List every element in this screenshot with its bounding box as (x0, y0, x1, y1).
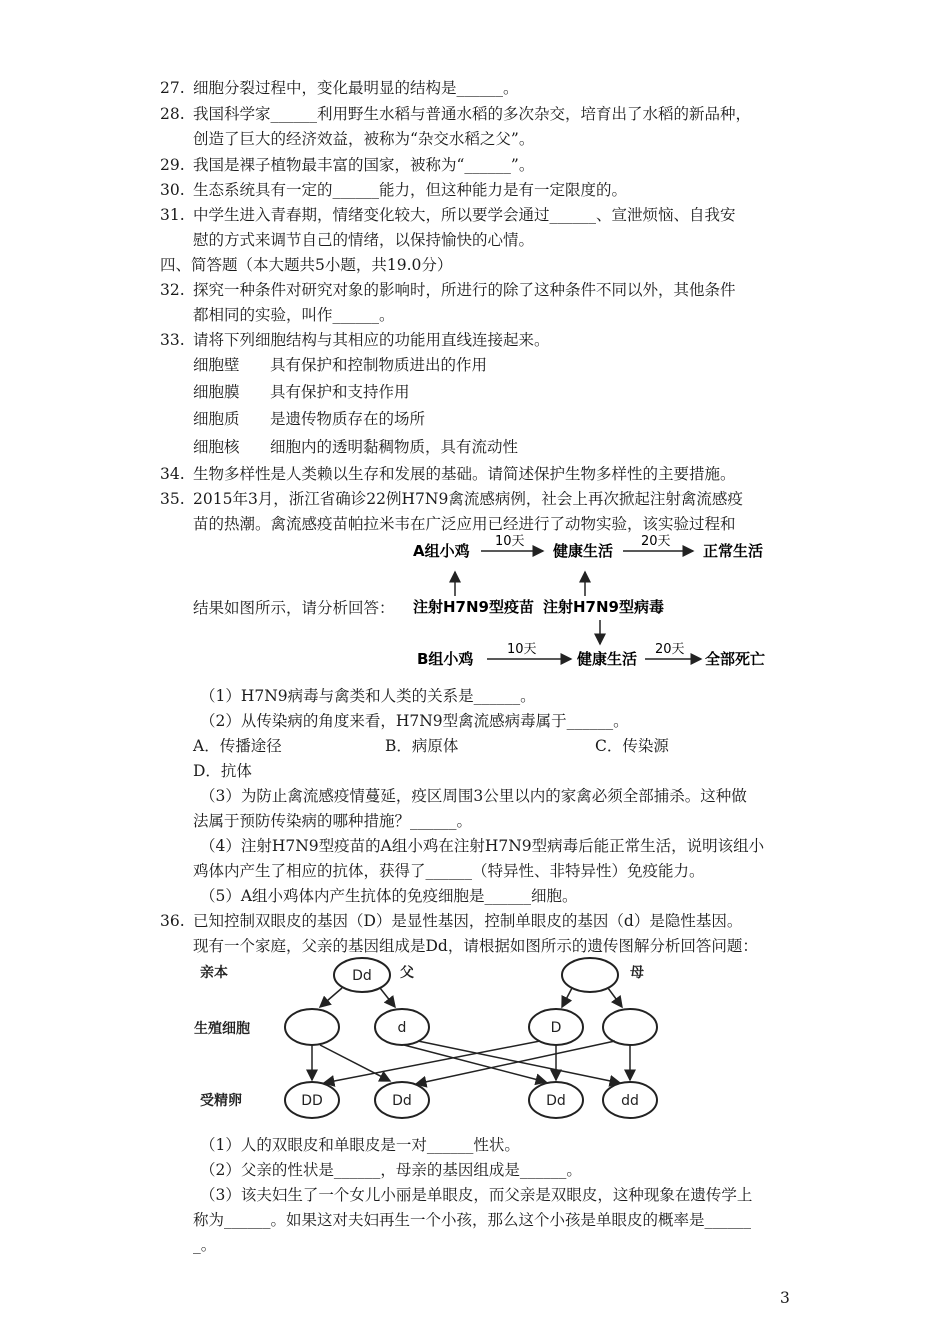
mother-gamete-blank (603, 1009, 657, 1045)
q33-function-3: 是遗传物质存在的场所 (270, 410, 426, 428)
q27-text: 细胞分裂过程中，变化最明显的结构是______。 (193, 79, 519, 97)
q33-function-2: 具有保护和支持作用 (270, 383, 410, 401)
mother-label: 母 (630, 965, 644, 981)
b-20days-label: 20天 (655, 642, 685, 657)
father-genotype: Dd (352, 968, 372, 984)
q33-function-4: 细胞内的透明黏稠物质，具有流动性 (270, 438, 519, 456)
q32-text-line2: 都相同的实验，叫作______。 (193, 306, 395, 324)
q36-text-line1: 已知控制双眼皮的基因（D）是显性基因，控制单眼皮的基因（d）是隐性基因。 (193, 912, 743, 930)
a-group-label: A组小鸡 (413, 542, 470, 560)
q33-structure-4: 细胞核 (193, 438, 240, 456)
q33-structure-1: 细胞壁 (193, 356, 240, 374)
a-normal-label: 正常生活 (703, 542, 764, 560)
q35-experiment-diagram (395, 530, 795, 678)
cross-line-2 (320, 1045, 390, 1081)
q28-text-line2: 创造了巨大的经济效益，被称为“杂交水稻之父”。 (193, 130, 535, 148)
page-number: 3 (780, 1289, 790, 1307)
a-10days-label: 10天 (495, 534, 525, 549)
a-healthy-label: 健康生活 (553, 542, 614, 560)
q35-sub4-line1: （4）注射H7N9型疫苗的A组小鸡在注射H7N9型病毒后能正常生活，说明该组小 (200, 837, 765, 855)
q35-number: 35. (160, 490, 185, 508)
q34-text: 生物多样性是人类赖以生存和发展的基础。请简述保护生物多样性的主要措施。 (193, 465, 736, 483)
father-gamete-text: d (397, 1020, 407, 1036)
gametes-label: 生殖细胞 (194, 1021, 250, 1037)
q33-number: 33. (160, 331, 185, 349)
mother-gamete-text: D (550, 1020, 562, 1036)
mother-to-gamete2 (608, 988, 622, 1007)
offspring-3: Dd (546, 1093, 566, 1109)
q36-sub3-line2: 称为______。如果这对夫妇再生一个小孩，那么这个小孩是单眼皮的概率是______ (193, 1211, 752, 1229)
q29-number: 29. (160, 156, 185, 174)
q35-text-line2: 苗的热潮。禽流感疫苗帕拉米韦在广泛应用已经进行了动物实验，该实验过程和 (193, 515, 736, 533)
q35-sub5: （5）A组小鸡体内产生抗体的免疫细胞是______细胞。 (200, 887, 578, 905)
q30-text: 生态系统具有一定的______能力，但这种能力是有一定限度的。 (193, 181, 628, 199)
q35-sub3-line2: 法属于预防传染病的哪种措施？______。 (193, 812, 473, 830)
q35-text-line3: 结果如图所示，请分析回答： (193, 599, 395, 617)
q35-sub4-line2: 鸡体内产生了相应的抗体，获得了______（特异性、非特异性）免疫能力。 (193, 862, 705, 880)
q35-option-a: A．传播途径 (193, 737, 282, 755)
zygotes-label: 受精卵 (200, 1093, 242, 1109)
cross-line-5 (324, 1041, 540, 1083)
q32-number: 32. (160, 281, 185, 299)
q33-function-1: 具有保护和控制物质进出的作用 (270, 356, 488, 374)
q35-option-b: B．病原体 (385, 737, 459, 755)
b-dead-label: 全部死亡 (705, 650, 766, 668)
q33-structure-3: 细胞质 (193, 410, 240, 428)
b-healthy-label: 健康生活 (577, 650, 638, 668)
b-10days-label: 10天 (507, 642, 537, 657)
q33-text: 请将下列细胞结构与其相应的功能用直线连接起来。 (193, 331, 550, 349)
offspring-2: Dd (392, 1093, 412, 1109)
q36-inheritance-diagram (190, 955, 670, 1127)
q31-number: 31. (160, 206, 185, 224)
q29-text: 我国是裸子植物最丰富的国家，被称为“______”。 (193, 156, 535, 174)
father-label: 父 (400, 965, 414, 981)
virus-label: 注射H7N9型病毒 (543, 598, 664, 616)
q34-number: 34. (160, 465, 185, 483)
q35-text-line1: 2015年3月，浙江省确诊22例H7N9禽流感病例，社会上再次掀起注射禽流感疫 (193, 490, 743, 508)
q30-number: 30. (160, 181, 185, 199)
q35-sub1: （1）H7N9病毒与禽类和人类的关系是______。 (200, 687, 536, 705)
section-heading: 四、简答题（本大题共5小题，共19.0分） (160, 256, 453, 274)
father-to-gamete2 (380, 988, 395, 1007)
parents-label: 亲本 (200, 965, 228, 981)
q35-sub2: （2）从传染病的角度来看，H7N9型禽流感病毒属于______。 (200, 712, 629, 730)
father-to-gamete1 (320, 988, 342, 1007)
q36-sub3-line1: （3）该夫妇生了一个女儿小丽是单眼皮，而父亲是双眼皮，这种现象在遗传学上 (200, 1186, 753, 1204)
q33-structure-2: 细胞膜 (193, 383, 240, 401)
q36-sub2: （2）父亲的性状是______，母亲的基因组成是______。 (200, 1161, 582, 1179)
q36-sub3-line3: _。 (193, 1236, 217, 1254)
q32-text-line1: 探究一种条件对研究对象的影响时，所进行的除了这种条件不同以外，其他条件 (193, 281, 736, 299)
a-20days-label: 20天 (641, 534, 671, 549)
q28-text-line1: 我国科学家______利用野生水稻与普通水稻的多次杂交，培育出了水稻的新品种， (193, 105, 752, 123)
q31-text-line1: 中学生进入青春期，情绪变化较大，所以要学会通过______、宣泄烦恼、自我安 (193, 206, 736, 224)
q36-text-line2: 现有一个家庭，父亲的基因组成是Dd，请根据如图所示的遗传图解分析回答问题： (193, 937, 758, 955)
q35-sub3-line1: （3）为防止禽流感疫情蔓延，疫区周围3公里以内的家禽必须全部捕杀。这种做 (200, 787, 747, 805)
offspring-4: dd (621, 1093, 639, 1109)
q35-option-c: C．传染源 (595, 737, 669, 755)
q35-option-d: D．抗体 (193, 762, 252, 780)
q31-text-line2: 慰的方式来调节自己的情绪，以保持愉快的心情。 (193, 231, 535, 249)
q28-number: 28. (160, 105, 185, 123)
q27-number: 27. (160, 79, 185, 97)
mother-to-gamete1 (562, 988, 572, 1007)
mother-cell (562, 958, 618, 992)
vaccine-label: 注射H7N9型疫苗 (413, 598, 534, 616)
offspring-1: DD (301, 1093, 323, 1109)
q36-sub1: （1）人的双眼皮和单眼皮是一对______性状。 (200, 1136, 520, 1154)
father-gamete-blank (285, 1009, 339, 1045)
q36-number: 36. (160, 912, 185, 930)
b-group-label: B组小鸡 (417, 650, 474, 668)
